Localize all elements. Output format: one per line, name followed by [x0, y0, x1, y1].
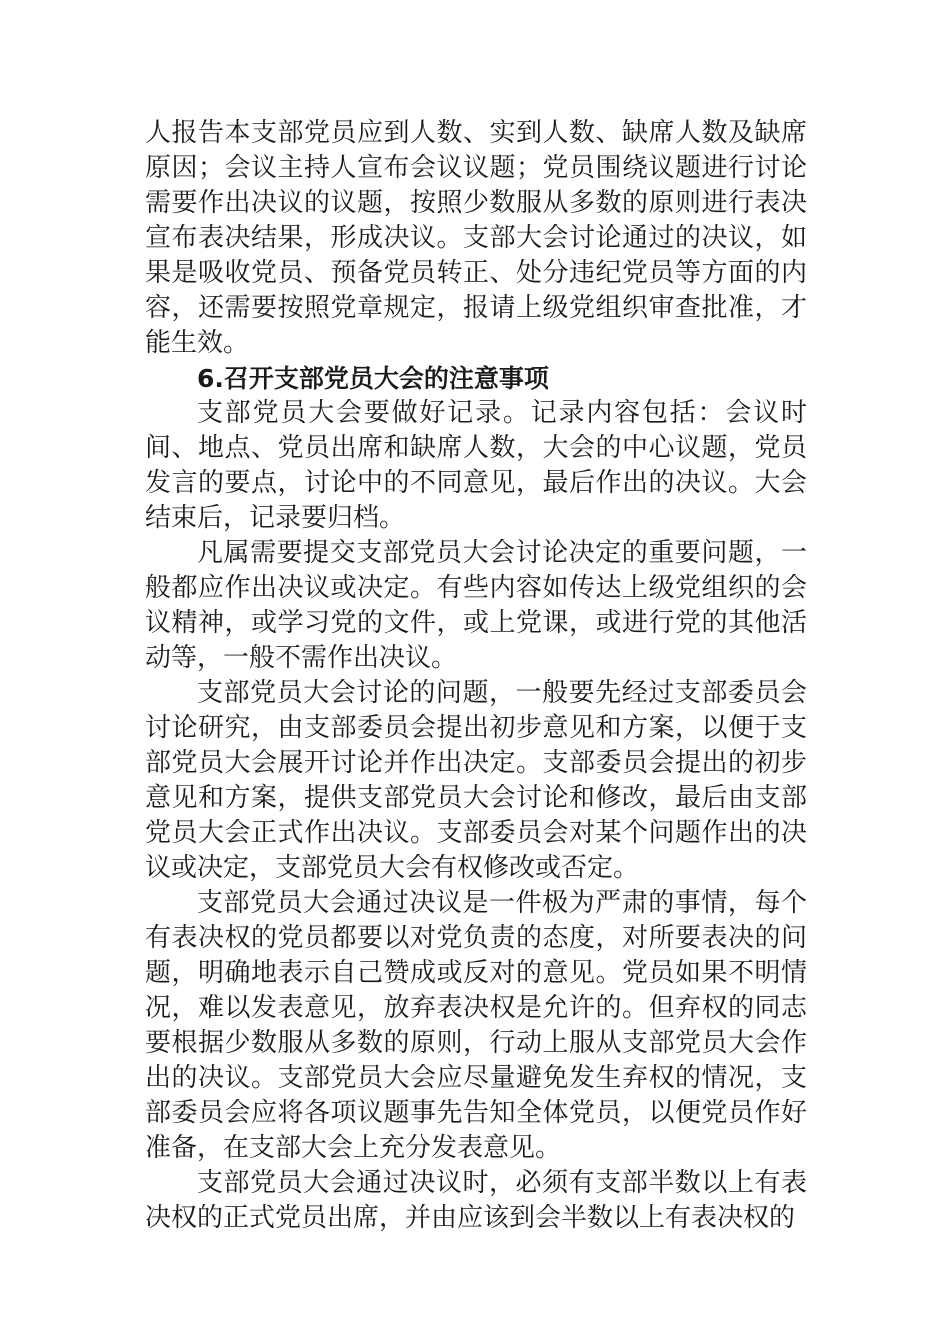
section-heading: 6.召开支部党员大会的注意事项 — [197, 364, 549, 393]
paragraph-resolutions: 凡属需要提交支部党员大会讨论决定的重要问题，一般都应作出决议或决定。有些内容如传达上级党组织的会议精神，或学习党的文件，或上党课，或进行党的其他活动等，一般不需作出决议。 — [145, 538, 807, 673]
paragraph-records: 支部党员大会要做好记录。记录内容包括：会议时间、地点、党员出席和缺席人数，大会的中心议题，党员发言的要点，讨论中的不同意见，最后作出的决议。大会结束后，记录要归档。 — [145, 398, 807, 533]
paragraph-committee: 支部党员大会讨论的问题，一般要先经过支部委员会讨论研究，由支部委员会提出初步意见和方案，以便于支部党员大会展开讨论并作出决定。支部委员会提出的初步意见和方案，提供支部党员大会讨论和修改，最后由支部党员大会正式作出决议。支部委员会对某个问题作出的决议或决定，支部党员大会有权修改或否定。 — [145, 678, 807, 883]
paragraph-continued: 人报告本支部党员应到人数、实到人数、缺席人数及缺席原因；会议主持人宣布会议议题；党员围绕议题进行讨论需要作出决议的议题，按照少数服从多数的原则进行表决宣布表决结果，形成决议。支部大会讨论通过的决议，如果是吸收党员、预备党员转正、处分违纪党员等方面的内容，还需要按照党章规定，报请上级党组织审查批准，才能生效。 — [145, 118, 807, 358]
document-body — [145, 116, 807, 1236]
paragraph-voting: 支部党员大会通过决议是一件极为严肃的事情，每个有表决权的党员都要以对党负责的态度，对所要表决的问题，明确地表示自己赞成或反对的意见。党员如果不明情况，难以发表意见，放弃表决权是允许的。但弃权的同志要根据少数服从多数的原则，行动上服从支部党员大会作出的决议。支部党员大会应尽量避免发生弃权的情况，支部委员会应将各项议题事先告知全体党员，以便党员作好准备，在支部大会上充分发表意见。 — [145, 888, 807, 1163]
paragraph-quorum: 支部党员大会通过决议时，必须有支部半数以上有表决权的正式党员出席，并由应该到会半数以上有表决权的 — [145, 1168, 807, 1233]
